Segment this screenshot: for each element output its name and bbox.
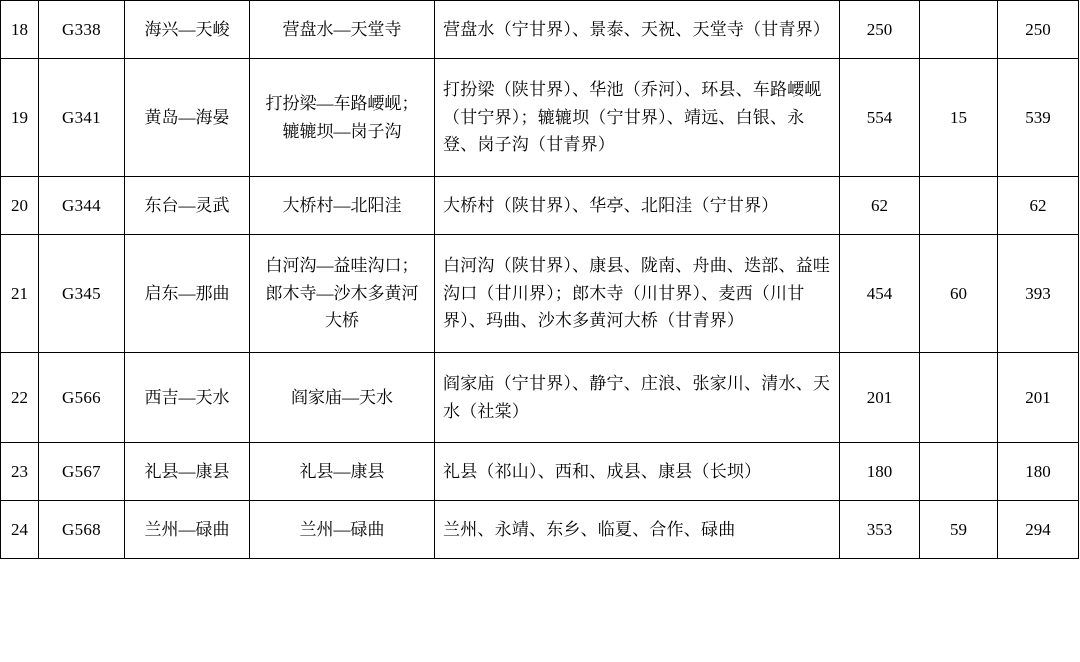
cell-passing-places [435, 177, 840, 235]
passing-places-text: 大桥村（陕甘界）、华亭、北阳洼（宁甘界） [443, 195, 779, 215]
cell-segment [250, 177, 435, 235]
cell-passing-places [435, 353, 840, 443]
cell-remaining-mileage: 539 [998, 59, 1079, 177]
cell-built-mileage: 15 [920, 59, 998, 177]
segment-text: 礼县—康县 [299, 461, 385, 481]
cell-total-mileage: 454 [840, 235, 920, 353]
segment-text: 营盘水—天堂寺 [282, 19, 402, 39]
cell-total-mileage: 250 [840, 1, 920, 59]
cell-route-name: 礼县—康县 [125, 443, 250, 501]
table-row [1, 501, 1079, 559]
passing-places-text: 打扮梁（陕甘界）、华池（乔河）、环县、车路崾岘（甘宁界）；辘辘坝（宁甘界）、靖远、白银、永登、岗子沟（甘青界） [443, 80, 822, 155]
cell-route-code: G567 [39, 443, 125, 501]
cell-total-mileage: 353 [840, 501, 920, 559]
table-row [1, 177, 1079, 235]
cell-remaining-mileage: 201 [998, 353, 1079, 443]
cell-route-code: G341 [39, 59, 125, 177]
cell-route-code: G338 [39, 1, 125, 59]
cell-built-mileage [920, 353, 998, 443]
cell-passing-places [435, 235, 840, 353]
cell-built-mileage [920, 177, 998, 235]
cell-total-mileage: 201 [840, 353, 920, 443]
cell-index: 20 [1, 177, 39, 235]
passing-places-text: 兰州、永靖、东乡、临夏、合作、碌曲 [443, 519, 736, 539]
cell-segment [250, 1, 435, 59]
cell-remaining-mileage: 180 [998, 443, 1079, 501]
cell-route-code: G344 [39, 177, 125, 235]
cell-segment [250, 235, 435, 353]
cell-passing-places [435, 1, 840, 59]
cell-route-name: 东台—灵武 [125, 177, 250, 235]
cell-segment [250, 59, 435, 177]
passing-places-text: 阎家庙（宁甘界）、静宁、庄浪、张家川、清水、天水（社棠） [443, 373, 831, 421]
cell-route-name: 兰州—碌曲 [125, 501, 250, 559]
cell-route-code: G568 [39, 501, 125, 559]
cell-passing-places [435, 443, 840, 501]
cell-index: 23 [1, 443, 39, 501]
cell-index: 19 [1, 59, 39, 177]
cell-total-mileage: 554 [840, 59, 920, 177]
cell-route-code: G345 [39, 235, 125, 353]
cell-built-mileage [920, 1, 998, 59]
cell-segment [250, 443, 435, 501]
cell-route-name: 海兴—天峻 [125, 1, 250, 59]
segment-text: 白河沟—益哇沟口； 郎木寺—沙木多黄河大桥 [265, 256, 419, 331]
cell-route-name: 启东—那曲 [125, 235, 250, 353]
segment-text: 打扮梁—车路崾岘； 辘辘坝—岗子沟 [265, 93, 419, 141]
segment-text: 阎家庙—天水 [291, 387, 393, 407]
cell-total-mileage: 62 [840, 177, 920, 235]
cell-remaining-mileage: 393 [998, 235, 1079, 353]
table-body [1, 1, 1079, 559]
cell-segment [250, 353, 435, 443]
cell-remaining-mileage: 250 [998, 1, 1079, 59]
cell-index: 18 [1, 1, 39, 59]
table-row [1, 235, 1079, 353]
cell-segment [250, 501, 435, 559]
passing-places-text: 营盘水（宁甘界）、景泰、天祝、天堂寺（甘青界） [443, 19, 831, 39]
passing-places-text: 白河沟（陕甘界）、康县、陇南、舟曲、迭部、益哇沟口（甘川界）；郎木寺（川甘界）、麦西（川甘界）、玛曲、沙木多黄河大桥（甘青界） [443, 256, 831, 331]
segment-text: 兰州—碌曲 [299, 519, 385, 539]
cell-route-code: G566 [39, 353, 125, 443]
cell-passing-places [435, 59, 840, 177]
table-row [1, 1, 1079, 59]
cell-index: 24 [1, 501, 39, 559]
segment-text: 大桥村—北阳洼 [282, 195, 402, 215]
cell-remaining-mileage: 62 [998, 177, 1079, 235]
cell-route-name: 黄岛—海晏 [125, 59, 250, 177]
cell-total-mileage: 180 [840, 443, 920, 501]
table-row [1, 443, 1079, 501]
cell-route-name: 西吉—天水 [125, 353, 250, 443]
cell-index: 21 [1, 235, 39, 353]
cell-built-mileage: 60 [920, 235, 998, 353]
cell-built-mileage: 59 [920, 501, 998, 559]
cell-built-mileage [920, 443, 998, 501]
cell-remaining-mileage: 294 [998, 501, 1079, 559]
table-row [1, 353, 1079, 443]
cell-index: 22 [1, 353, 39, 443]
passing-places-text: 礼县（祁山）、西和、成县、康县（长坝） [443, 461, 762, 481]
cell-passing-places [435, 501, 840, 559]
table-row [1, 59, 1079, 177]
